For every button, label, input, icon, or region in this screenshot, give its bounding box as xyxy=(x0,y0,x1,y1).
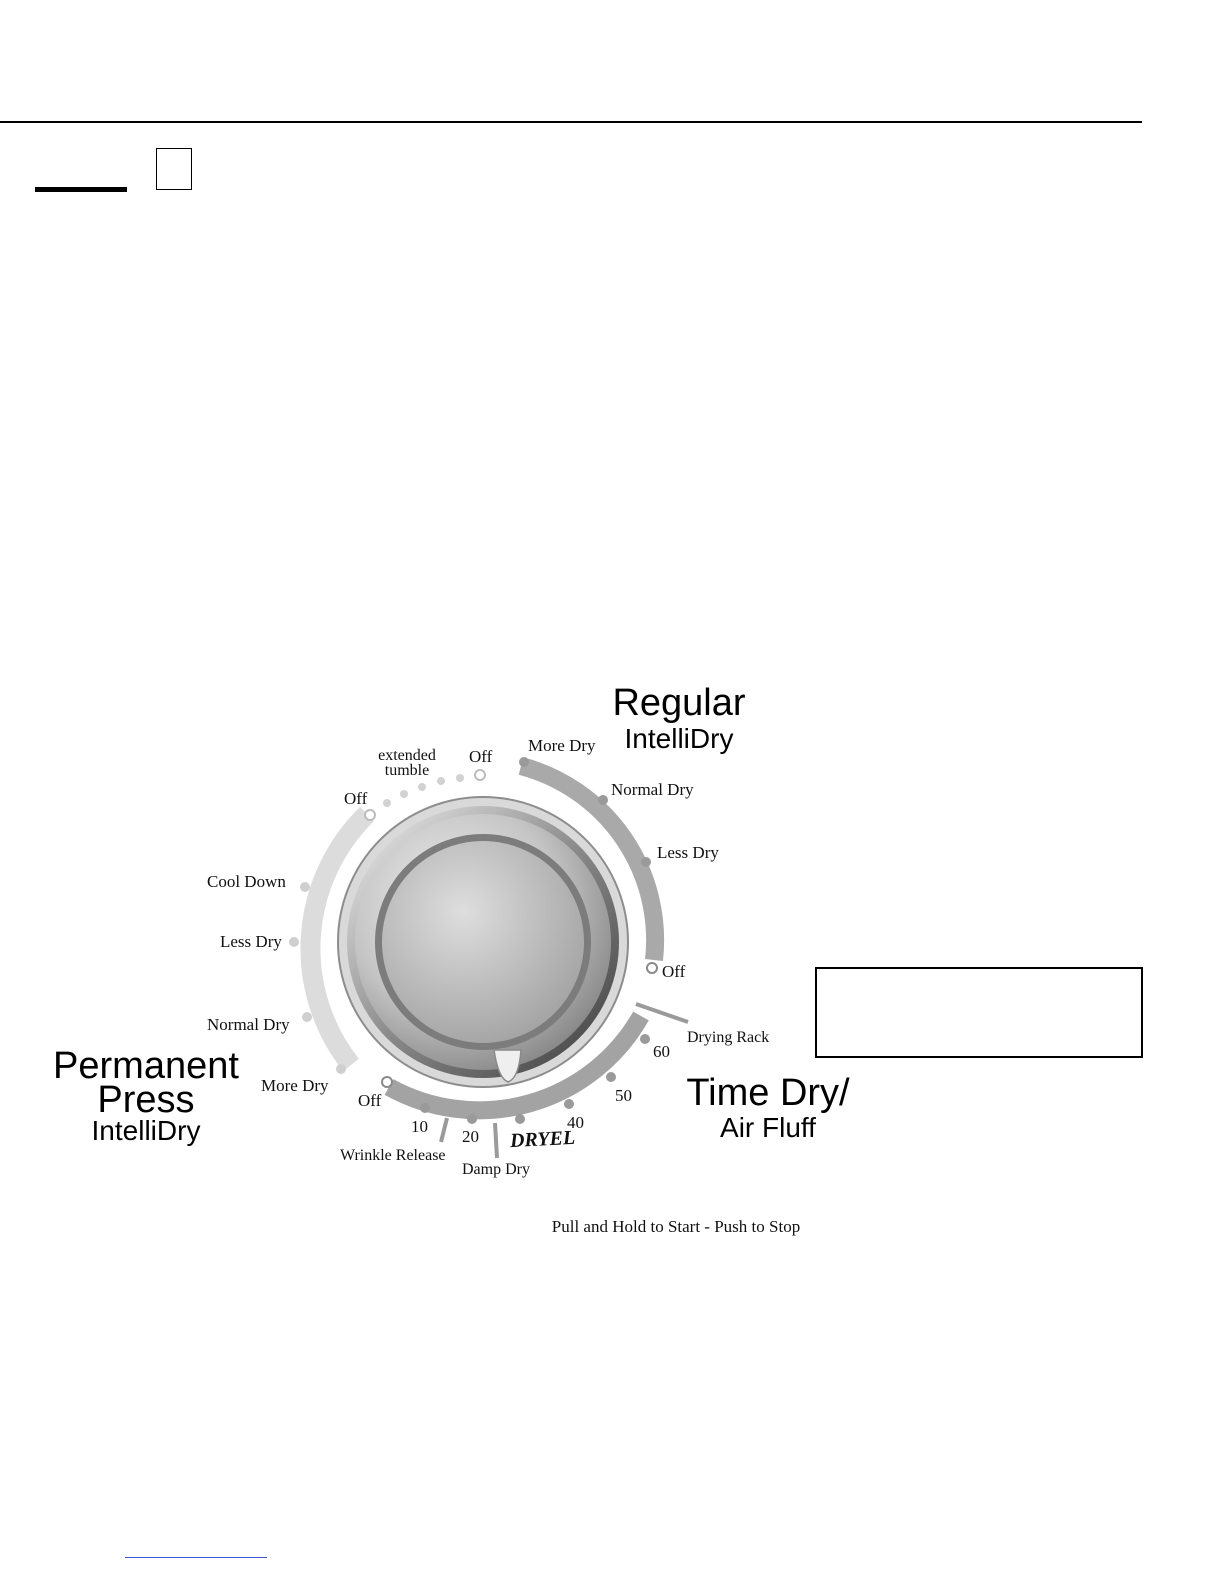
regular-more-dry-dot[interactable] xyxy=(519,757,529,767)
tumble-dot xyxy=(418,783,426,791)
regular-subtitle: IntelliDry xyxy=(624,723,734,754)
tumble-dot xyxy=(456,774,464,782)
press-normal-dry-dot[interactable] xyxy=(302,1012,312,1022)
press-off-dot[interactable] xyxy=(365,810,375,820)
time-40-dot[interactable] xyxy=(564,1099,574,1109)
tumble-off-dot[interactable] xyxy=(475,770,485,780)
drying-rack-label: Drying Rack xyxy=(687,1029,770,1046)
knob-face[interactable] xyxy=(382,841,584,1043)
tumble-dot xyxy=(383,799,391,807)
extended-tumble-line2: tumble xyxy=(384,762,430,779)
tumble-dot xyxy=(437,777,445,785)
regular-less-dry-label: Less Dry xyxy=(657,843,719,862)
time-20-dot[interactable] xyxy=(467,1114,477,1124)
wrinkle-release-label: Wrinkle Release xyxy=(340,1147,446,1164)
press-more-dry-label: More Dry xyxy=(261,1076,329,1095)
press-less-dry-label: Less Dry xyxy=(220,932,282,951)
time-off-label: Off xyxy=(358,1091,382,1110)
tumble-dot xyxy=(400,790,408,798)
dryel-dot[interactable] xyxy=(515,1114,525,1124)
regular-off-label: Off xyxy=(662,962,686,981)
permanent-press-subtitle: IntelliDry xyxy=(91,1115,201,1146)
press-more-dry-dot[interactable] xyxy=(336,1064,346,1074)
time-50-dot[interactable] xyxy=(606,1072,616,1082)
press-cool-down-label: Cool Down xyxy=(207,872,286,891)
time-60-dot[interactable] xyxy=(640,1034,650,1044)
time-40-label: 40 xyxy=(567,1113,584,1132)
extended-tumble-line1: extended xyxy=(378,747,436,764)
damp-dry-pointer xyxy=(495,1123,497,1158)
permanent-press-title-line1: Permanent xyxy=(53,1045,239,1087)
press-less-dry-dot[interactable] xyxy=(289,937,299,947)
time-10-label: 10 xyxy=(411,1117,428,1136)
regular-normal-dry-label: Normal Dry xyxy=(611,780,694,799)
regular-normal-dry-dot[interactable] xyxy=(598,795,608,805)
regular-off-dot[interactable] xyxy=(647,963,657,973)
press-off-label: Off xyxy=(344,789,368,808)
damp-dry-label: Damp Dry xyxy=(462,1161,530,1178)
regular-more-dry-label: More Dry xyxy=(528,736,596,755)
time-60-label: 60 xyxy=(653,1042,670,1061)
time-10-dot[interactable] xyxy=(420,1103,430,1113)
regular-less-dry-dot[interactable] xyxy=(641,857,651,867)
press-cool-down-dot[interactable] xyxy=(300,882,310,892)
time-dry-subtitle: Air Fluff xyxy=(720,1112,816,1143)
dryel-logo: DRYEL xyxy=(509,1126,576,1153)
extended-tumble-off-label: Off xyxy=(469,747,493,766)
time-dry-title: Time Dry/ xyxy=(686,1072,850,1114)
time-off-dot[interactable] xyxy=(382,1077,392,1087)
press-normal-dry-label: Normal Dry xyxy=(207,1015,290,1034)
regular-title: Regular xyxy=(612,682,746,724)
permanent-press-title-line2: Press xyxy=(97,1079,195,1121)
time-50-label: 50 xyxy=(615,1086,632,1105)
start-stop-instruction: Pull and Hold to Start - Push to Stop xyxy=(551,1217,801,1236)
time-20-label: 20 xyxy=(462,1127,479,1146)
wrinkle-release-pointer xyxy=(441,1118,447,1142)
